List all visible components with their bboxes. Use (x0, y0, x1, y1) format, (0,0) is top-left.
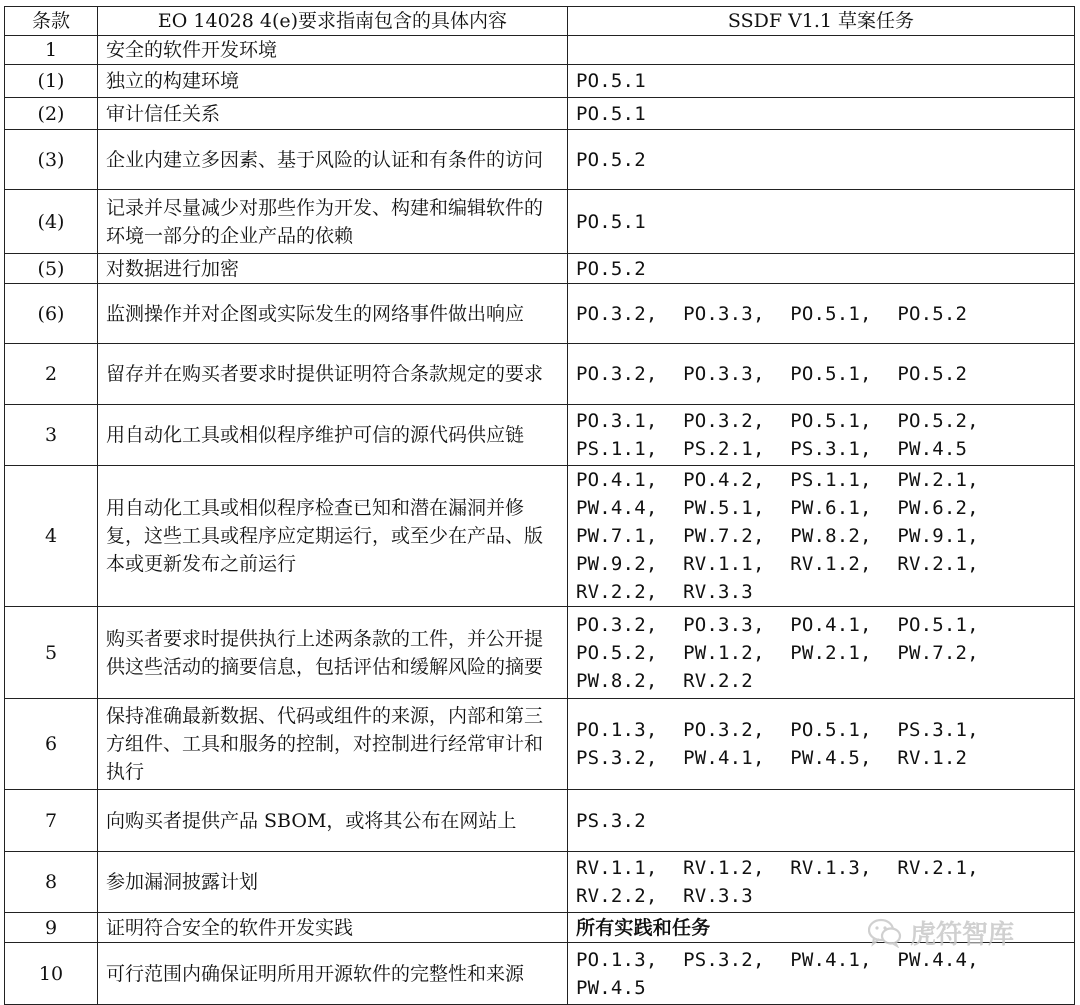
table-row (5, 254, 1075, 284)
clause-number: (5) (5, 254, 98, 284)
header-clause: 条款 (5, 7, 98, 36)
tasks-cell: RV.1.1, RV.1.2, RV.1.3, RV.2.1, RV.2.2, RV.3.3 (568, 852, 1075, 913)
tasks-cell: PO.3.2, PO.3.3, PO.5.1, PO.5.2 (568, 284, 1075, 344)
content-cell: 向购买者提供产品 SBOM，或将其公布在网站上 (98, 790, 568, 852)
table-row (5, 405, 1075, 466)
clause-number: 5 (5, 607, 98, 699)
clause-number: (2) (5, 98, 98, 130)
tasks-cell: PO.3.2, PO.3.3, PO.5.1, PO.5.2 (568, 344, 1075, 405)
tasks-cell: PO.5.1 (568, 65, 1075, 98)
clause-number: 7 (5, 790, 98, 852)
header-content: EO 14028 4(e)要求指南包含的具体内容 (98, 7, 568, 36)
table-row (5, 466, 1075, 607)
table-row (5, 852, 1075, 913)
table-row (5, 344, 1075, 405)
clause-number: 2 (5, 344, 98, 405)
table-row (5, 790, 1075, 852)
content-cell: 审计信任关系 (98, 98, 568, 130)
table-row (5, 98, 1075, 130)
table-row (5, 130, 1075, 190)
tasks-cell: PS.3.2 (568, 790, 1075, 852)
table-row (5, 65, 1075, 98)
table-row (5, 36, 1075, 65)
clause-number: 9 (5, 913, 98, 943)
table-row (5, 284, 1075, 344)
tasks-cell: PO.4.1, PO.4.2, PS.1.1, PW.2.1, PW.4.4, PW.5.1, PW.6.1, PW.6.2, PW.7.1, PW.7.2, PW.8.2, PW.9.1, PW.9.2, RV.1.1, RV.1.2, RV.2.1, RV.2.2, RV.3.3 (568, 466, 1075, 607)
content-cell: 留存并在购买者要求时提供证明符合条款规定的要求 (98, 344, 568, 405)
clause-number: 3 (5, 405, 98, 466)
table-row (5, 190, 1075, 254)
watermark-text: 虎符智库 (910, 920, 1015, 950)
content-cell: 记录并尽量减少对那些作为开发、构建和编辑软件的环境一部分的企业产品的依赖 (98, 190, 568, 254)
content-cell: 用自动化工具或相似程序检查已知和潜在漏洞并修复，这些工具或程序应定期运行，或至少在产品、版本或更新发布之前运行 (98, 466, 568, 607)
table-row (5, 699, 1075, 790)
clause-number: (3) (5, 130, 98, 190)
header-tasks: SSDF V1.1 草案任务 (568, 7, 1075, 36)
content-cell: 购买者要求时提供执行上述两条款的工件，并公开提供这些活动的摘要信息，包括评估和缓解风险的摘要 (98, 607, 568, 699)
content-cell: 独立的构建环境 (98, 65, 568, 98)
content-cell: 参加漏洞披露计划 (98, 852, 568, 913)
tasks-cell: PO.5.2 (568, 130, 1075, 190)
content-cell: 安全的软件开发环境 (98, 36, 568, 65)
content-cell: 保持准确最新数据、代码或组件的来源，内部和第三方组件、工具和服务的控制，对控制进行经常审计和执行 (98, 699, 568, 790)
tasks-cell: PO.5.2 (568, 254, 1075, 284)
clause-number: (6) (5, 284, 98, 344)
clause-number: 8 (5, 852, 98, 913)
tasks-cell: PO.5.1 (568, 98, 1075, 130)
content-cell: 可行范围内确保证明所用开源软件的完整性和来源 (98, 943, 568, 1005)
clause-number: 4 (5, 466, 98, 607)
content-cell: 企业内建立多因素、基于风险的认证和有条件的访问 (98, 130, 568, 190)
table-row (5, 607, 1075, 699)
content-cell: 用自动化工具或相似程序维护可信的源代码供应链 (98, 405, 568, 466)
header-row (5, 7, 1075, 36)
table-row (5, 913, 1075, 943)
requirements-table (4, 6, 1075, 1005)
tasks-cell: PO.3.1, PO.3.2, PO.5.1, PO.5.2, PS.1.1, PS.2.1, PS.3.1, PW.4.5 (568, 405, 1075, 466)
tasks-cell: PO.1.3, PO.3.2, PO.5.1, PS.3.1, PS.3.2, PW.4.1, PW.4.5, RV.1.2 (568, 699, 1075, 790)
tasks-cell (568, 36, 1075, 65)
tasks-cell: 所有实践和任务 (568, 913, 1075, 943)
tasks-cell: PO.3.2, PO.3.3, PO.4.1, PO.5.1, PO.5.2, PW.1.2, PW.2.1, PW.7.2, PW.8.2, RV.2.2 (568, 607, 1075, 699)
clause-number: (1) (5, 65, 98, 98)
clause-number: 6 (5, 699, 98, 790)
clause-number: 1 (5, 36, 98, 65)
tasks-cell: PO.5.1 (568, 190, 1075, 254)
tasks-cell: PO.1.3, PS.3.2, PW.4.1, PW.4.4, PW.4.5 (568, 943, 1075, 1005)
content-cell: 证明符合安全的软件开发实践 (98, 913, 568, 943)
table-row (5, 943, 1075, 1005)
content-cell: 对数据进行加密 (98, 254, 568, 284)
clause-number: 10 (5, 943, 98, 1005)
content-cell: 监测操作并对企图或实际发生的网络事件做出响应 (98, 284, 568, 344)
clause-number: (4) (5, 190, 98, 254)
